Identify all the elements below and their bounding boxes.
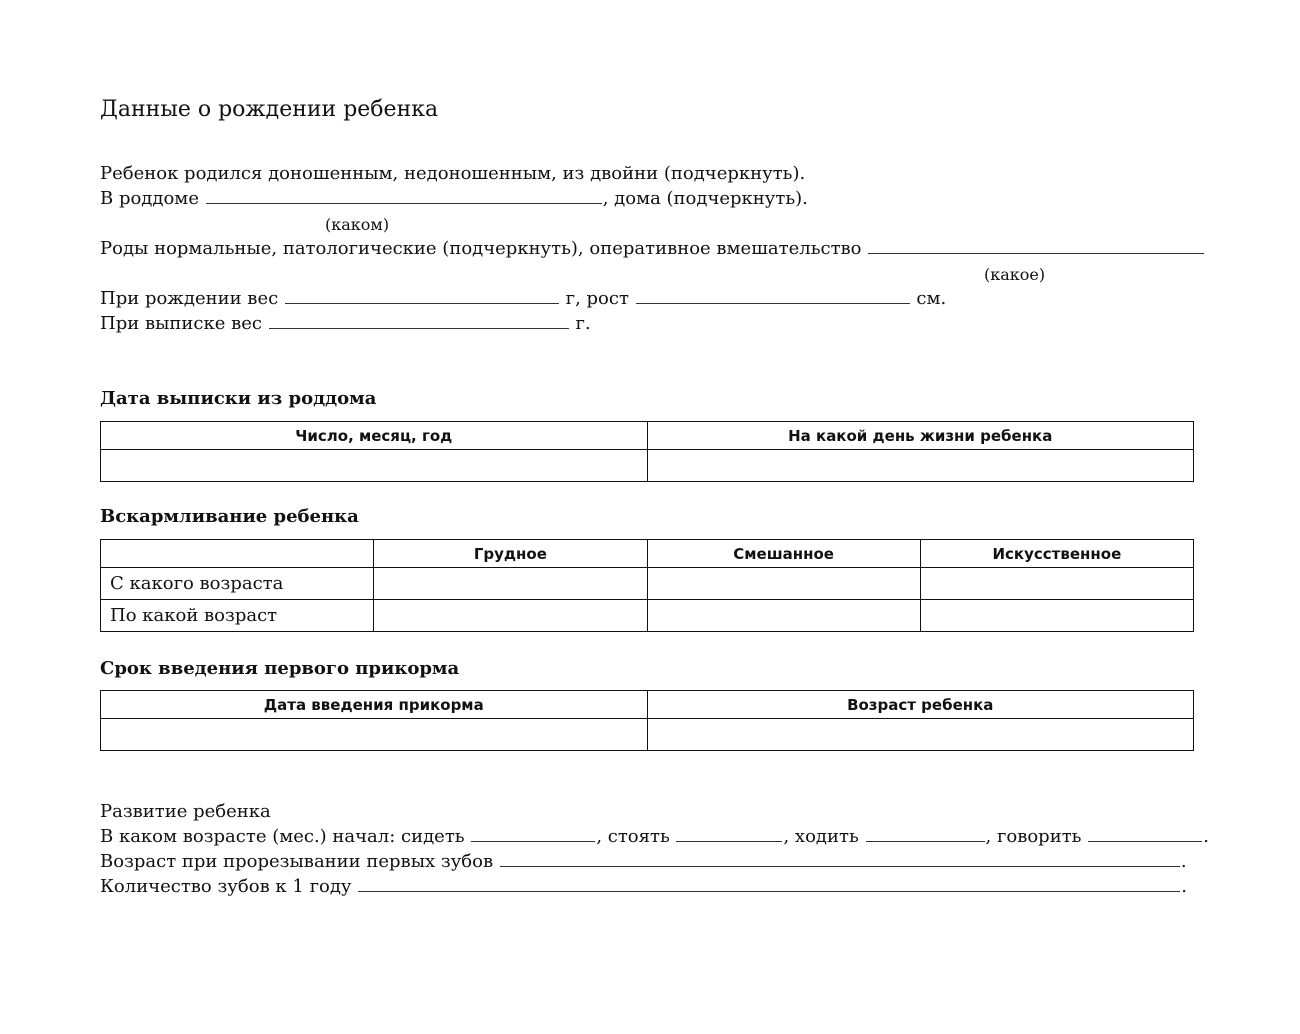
birth-term-line: Ребенок родился доношенным, недоношенным, из двойни (подчеркнуть). (100, 163, 806, 184)
teeth-count-label: Количество зубов к 1 году (100, 876, 352, 897)
stand-age-field[interactable] (676, 826, 782, 842)
surgery-hint: (какое) (984, 265, 1046, 284)
complementary-heading: Срок введения первого прикорма (100, 658, 460, 679)
discharge-heading: Дата выписки из роддома (100, 388, 377, 409)
feeding-row-label: С какого возраста (101, 568, 374, 600)
maternity-label: В роддоме (100, 188, 199, 209)
maternity-field[interactable] (206, 188, 602, 204)
stand-label: , стоять (596, 826, 670, 847)
complementary-date-cell[interactable] (101, 719, 648, 751)
teeth-count-end: . (1181, 876, 1187, 897)
maternity-home-label: , дома (подчеркнуть). (602, 188, 808, 209)
walk-age-field[interactable] (866, 826, 985, 842)
milestones-line (100, 826, 1209, 847)
feeding-cell[interactable] (647, 568, 920, 600)
complementary-age-cell[interactable] (647, 719, 1194, 751)
complementary-table (100, 690, 1194, 751)
teething-end: . (1180, 851, 1187, 872)
teething-label: Возраст при прорезывании первых зубов (100, 851, 494, 872)
birth-weight-label: При рождении вес (100, 288, 279, 309)
discharge-col-date: Число, месяц, год (101, 422, 648, 450)
feeding-cell[interactable] (374, 568, 647, 600)
teeth-count-line (100, 876, 1187, 897)
talk-label: , говорить (985, 826, 1082, 847)
teeth-count-field[interactable] (358, 876, 1180, 892)
feeding-table (100, 539, 1194, 632)
feeding-cell[interactable] (647, 600, 920, 632)
discharge-weight-line (100, 313, 591, 334)
feeding-col-artificial: Искусственное (920, 540, 1193, 568)
feeding-col-breast: Грудное (374, 540, 647, 568)
table-row (101, 568, 1194, 600)
feeding-col-empty (101, 540, 374, 568)
discharge-date-cell[interactable] (101, 450, 648, 482)
maternity-line (100, 188, 808, 209)
discharge-col-day: На какой день жизни ребенка (647, 422, 1194, 450)
birth-height-label: г, рост (565, 288, 629, 309)
feeding-col-mixed: Смешанное (647, 540, 920, 568)
discharge-weight-label: При выписке вес (100, 313, 262, 334)
discharge-day-cell[interactable] (647, 450, 1194, 482)
milestones-label: В каком возрасте (мес.) начал: сидеть (100, 826, 465, 847)
teething-line (100, 851, 1187, 872)
milestones-end: . (1203, 826, 1209, 847)
page-title: Данные о рождении ребенка (100, 97, 439, 122)
cm-unit: см. (916, 288, 947, 309)
surgery-field[interactable] (868, 238, 1204, 254)
feeding-cell[interactable] (920, 568, 1193, 600)
walk-label: , ходить (783, 826, 859, 847)
feeding-cell[interactable] (920, 600, 1193, 632)
discharge-table (100, 421, 1194, 482)
g-unit: г. (575, 313, 591, 334)
birth-weight-field[interactable] (285, 288, 559, 304)
birth-height-field[interactable] (636, 288, 910, 304)
sit-age-field[interactable] (471, 826, 595, 842)
talk-age-field[interactable] (1088, 826, 1202, 842)
maternity-hint: (каком) (325, 215, 390, 234)
feeding-cell[interactable] (374, 600, 647, 632)
complementary-col-date: Дата введения прикорма (101, 691, 648, 719)
teething-age-field[interactable] (500, 851, 1180, 867)
birth-measures-line (100, 288, 946, 309)
table-row (101, 600, 1194, 632)
complementary-col-age: Возраст ребенка (647, 691, 1194, 719)
feeding-heading: Вскармливание ребенка (100, 506, 359, 527)
delivery-line (100, 238, 1205, 259)
feeding-row-label: По какой возраст (101, 600, 374, 632)
discharge-weight-field[interactable] (269, 313, 569, 329)
delivery-label: Роды нормальные, патологические (подчеркнуть), оперативное вмешательство (100, 238, 862, 259)
development-heading: Развитие ребенка (100, 801, 271, 822)
